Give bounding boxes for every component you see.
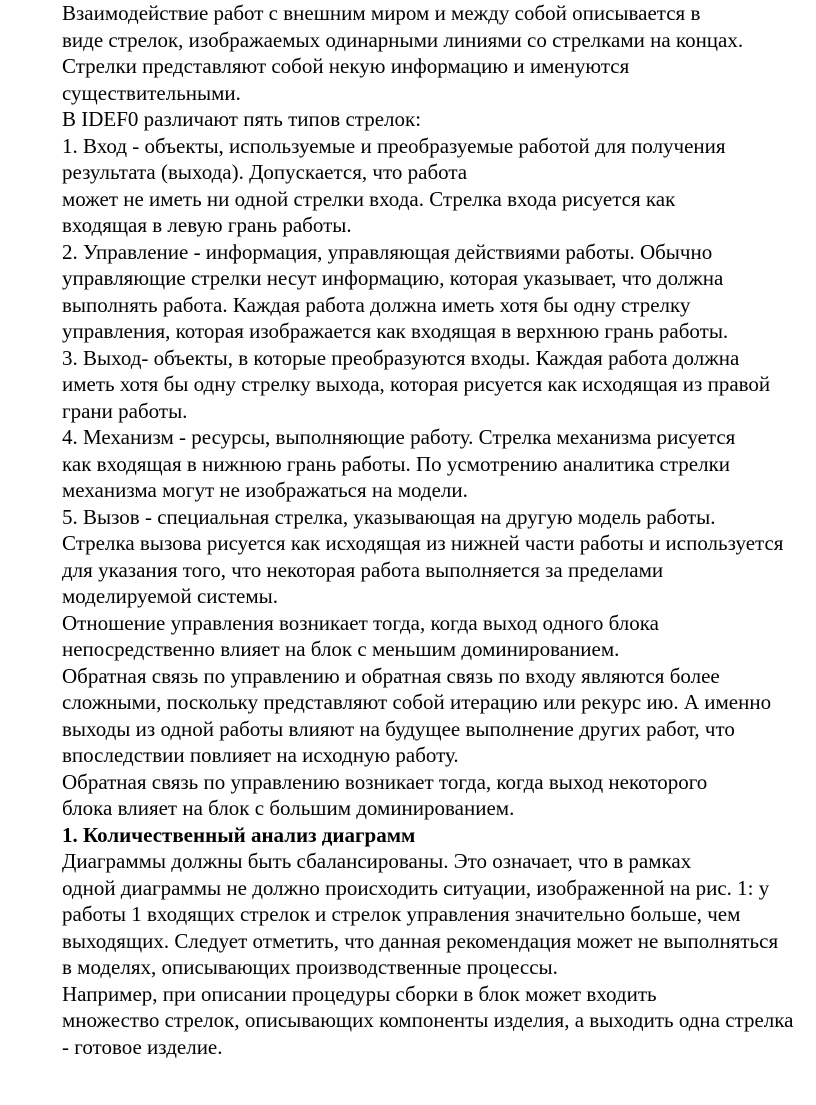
paragraph-output-arrow: [0, 345, 816, 425]
paragraph-balance: [0, 848, 816, 981]
text-line: может не иметь ни одной стрелки входа. Стрелка входа рисуется как: [62, 186, 676, 211]
text-line: Взаимодействие работ с внешним миром и между собой описывается в: [62, 1, 701, 25]
paragraph-mechanism-arrow: [0, 424, 816, 504]
paragraph-control-arrow: [0, 239, 816, 345]
paragraph-control-relation: [0, 610, 816, 663]
text-line: множество стрелок, описывающих компоненты изделия, а выходить одна стрелка: [62, 1008, 794, 1032]
text-line: Стрелки представляют собой некую информацию и именуются: [62, 54, 630, 78]
text-line: выполнять работа. Каждая работа должна иметь хотя бы одну стрелку: [62, 292, 691, 317]
paragraph-arrows-interaction: [0, 0, 816, 53]
text-line: выходы из одной работы влияют на будущее выполнение других работ, что: [62, 716, 735, 741]
text-line: одной диаграммы не должно происходить ситуации, изображенной на рис. 1: у: [62, 875, 770, 900]
paragraph-arrow-types-intro: [0, 106, 816, 133]
section-heading: [0, 822, 816, 849]
text-line: в моделях, описывающих производственные процессы.: [62, 955, 558, 979]
text-line: Отношение управления возникает тогда, когда выход одного блока: [62, 610, 659, 635]
text-line: виде стрелок, изображаемых одинарными линиями со стрелками на концах.: [62, 27, 744, 52]
text-line: для указания того, что некоторая работа выполняется за пределами: [62, 557, 664, 582]
text-line: непосредственно влияет на блок с меньшим доминированием.: [62, 637, 620, 661]
paragraph-example: [0, 981, 816, 1061]
paragraph-control-feedback: [0, 769, 816, 822]
text-line: работы 1 входящих стрелок и стрелок управления значительно больше, чем: [62, 902, 741, 926]
text-line: иметь хотя бы одну стрелку выхода, которая рисуется как исходящая из правой: [62, 372, 771, 396]
text-line: блока влияет на блок с большим доминированием.: [62, 796, 515, 820]
text-line: - готовое изделие.: [62, 1034, 223, 1059]
text-line: управления, которая изображается как входящая в верхнюю грань работы.: [62, 319, 729, 343]
text-line: результата (выхода). Допускается, что работа: [62, 160, 468, 184]
paragraph-input-arrow: [0, 133, 816, 186]
text-line: 2. Управление - информация, управляющая действиями работы. Обычно: [62, 239, 713, 264]
text-line: 3. Выход- объекты, в которые преобразуются входы. Каждая работа должна: [62, 345, 740, 370]
text-line: Обратная связь по управлению возникает тогда, когда выход некоторого: [62, 769, 708, 794]
text-line: выходящих. Следует отметить, что данная рекомендация может не выполняться: [62, 928, 779, 953]
text-line: механизма могут не изображаться на модели.: [62, 478, 468, 502]
text-line: Обратная связь по управлению и обратная связь по входу являются более: [62, 663, 720, 688]
text-line: 5. Вызов - специальная стрелка, указывающая на другую модель работы.: [62, 504, 716, 529]
text-line: 1. Вход - объекты, используемые и преобразуемые работой для получения: [62, 133, 726, 158]
text-line: Например, при описании процедуры сборки в блок может входить: [62, 981, 657, 1006]
text-line: Стрелка вызова рисуется как исходящая из нижней части работы и используется: [62, 531, 784, 555]
paragraph-call-arrow: [0, 504, 816, 610]
paragraph-arrows-nouns: [0, 53, 816, 106]
text-line: впоследствии повлияет на исходную работу.: [62, 743, 459, 767]
text-line: 4. Механизм - ресурсы, выполняющие работу. Стрелка механизма рисуется: [62, 425, 736, 449]
text-line: сложными, поскольку представляют собой итерацию или рекурс ию. А именно: [62, 690, 772, 714]
heading-text: 1. Количественный анализ диаграмм: [62, 822, 416, 847]
text-line: входящая в левую грань работы.: [62, 213, 352, 237]
text-line: Диаграммы должны быть сбалансированы. Это означает, что в рамках: [62, 849, 692, 873]
text-line: В IDEF0 различают пять типов стрелок:: [62, 107, 422, 131]
text-line: как входящая в нижнюю грань работы. По усмотрению аналитика стрелки: [62, 451, 731, 476]
text-line: существительными.: [62, 80, 241, 105]
text-line: моделируемой системы.: [62, 584, 278, 608]
paragraph-input-arrow-continued: [0, 186, 816, 239]
text-line: грани работы.: [62, 398, 188, 423]
paragraph-feedback: [0, 663, 816, 769]
text-line: управляющие стрелки несут информацию, которая указывает, что должна: [62, 266, 724, 290]
